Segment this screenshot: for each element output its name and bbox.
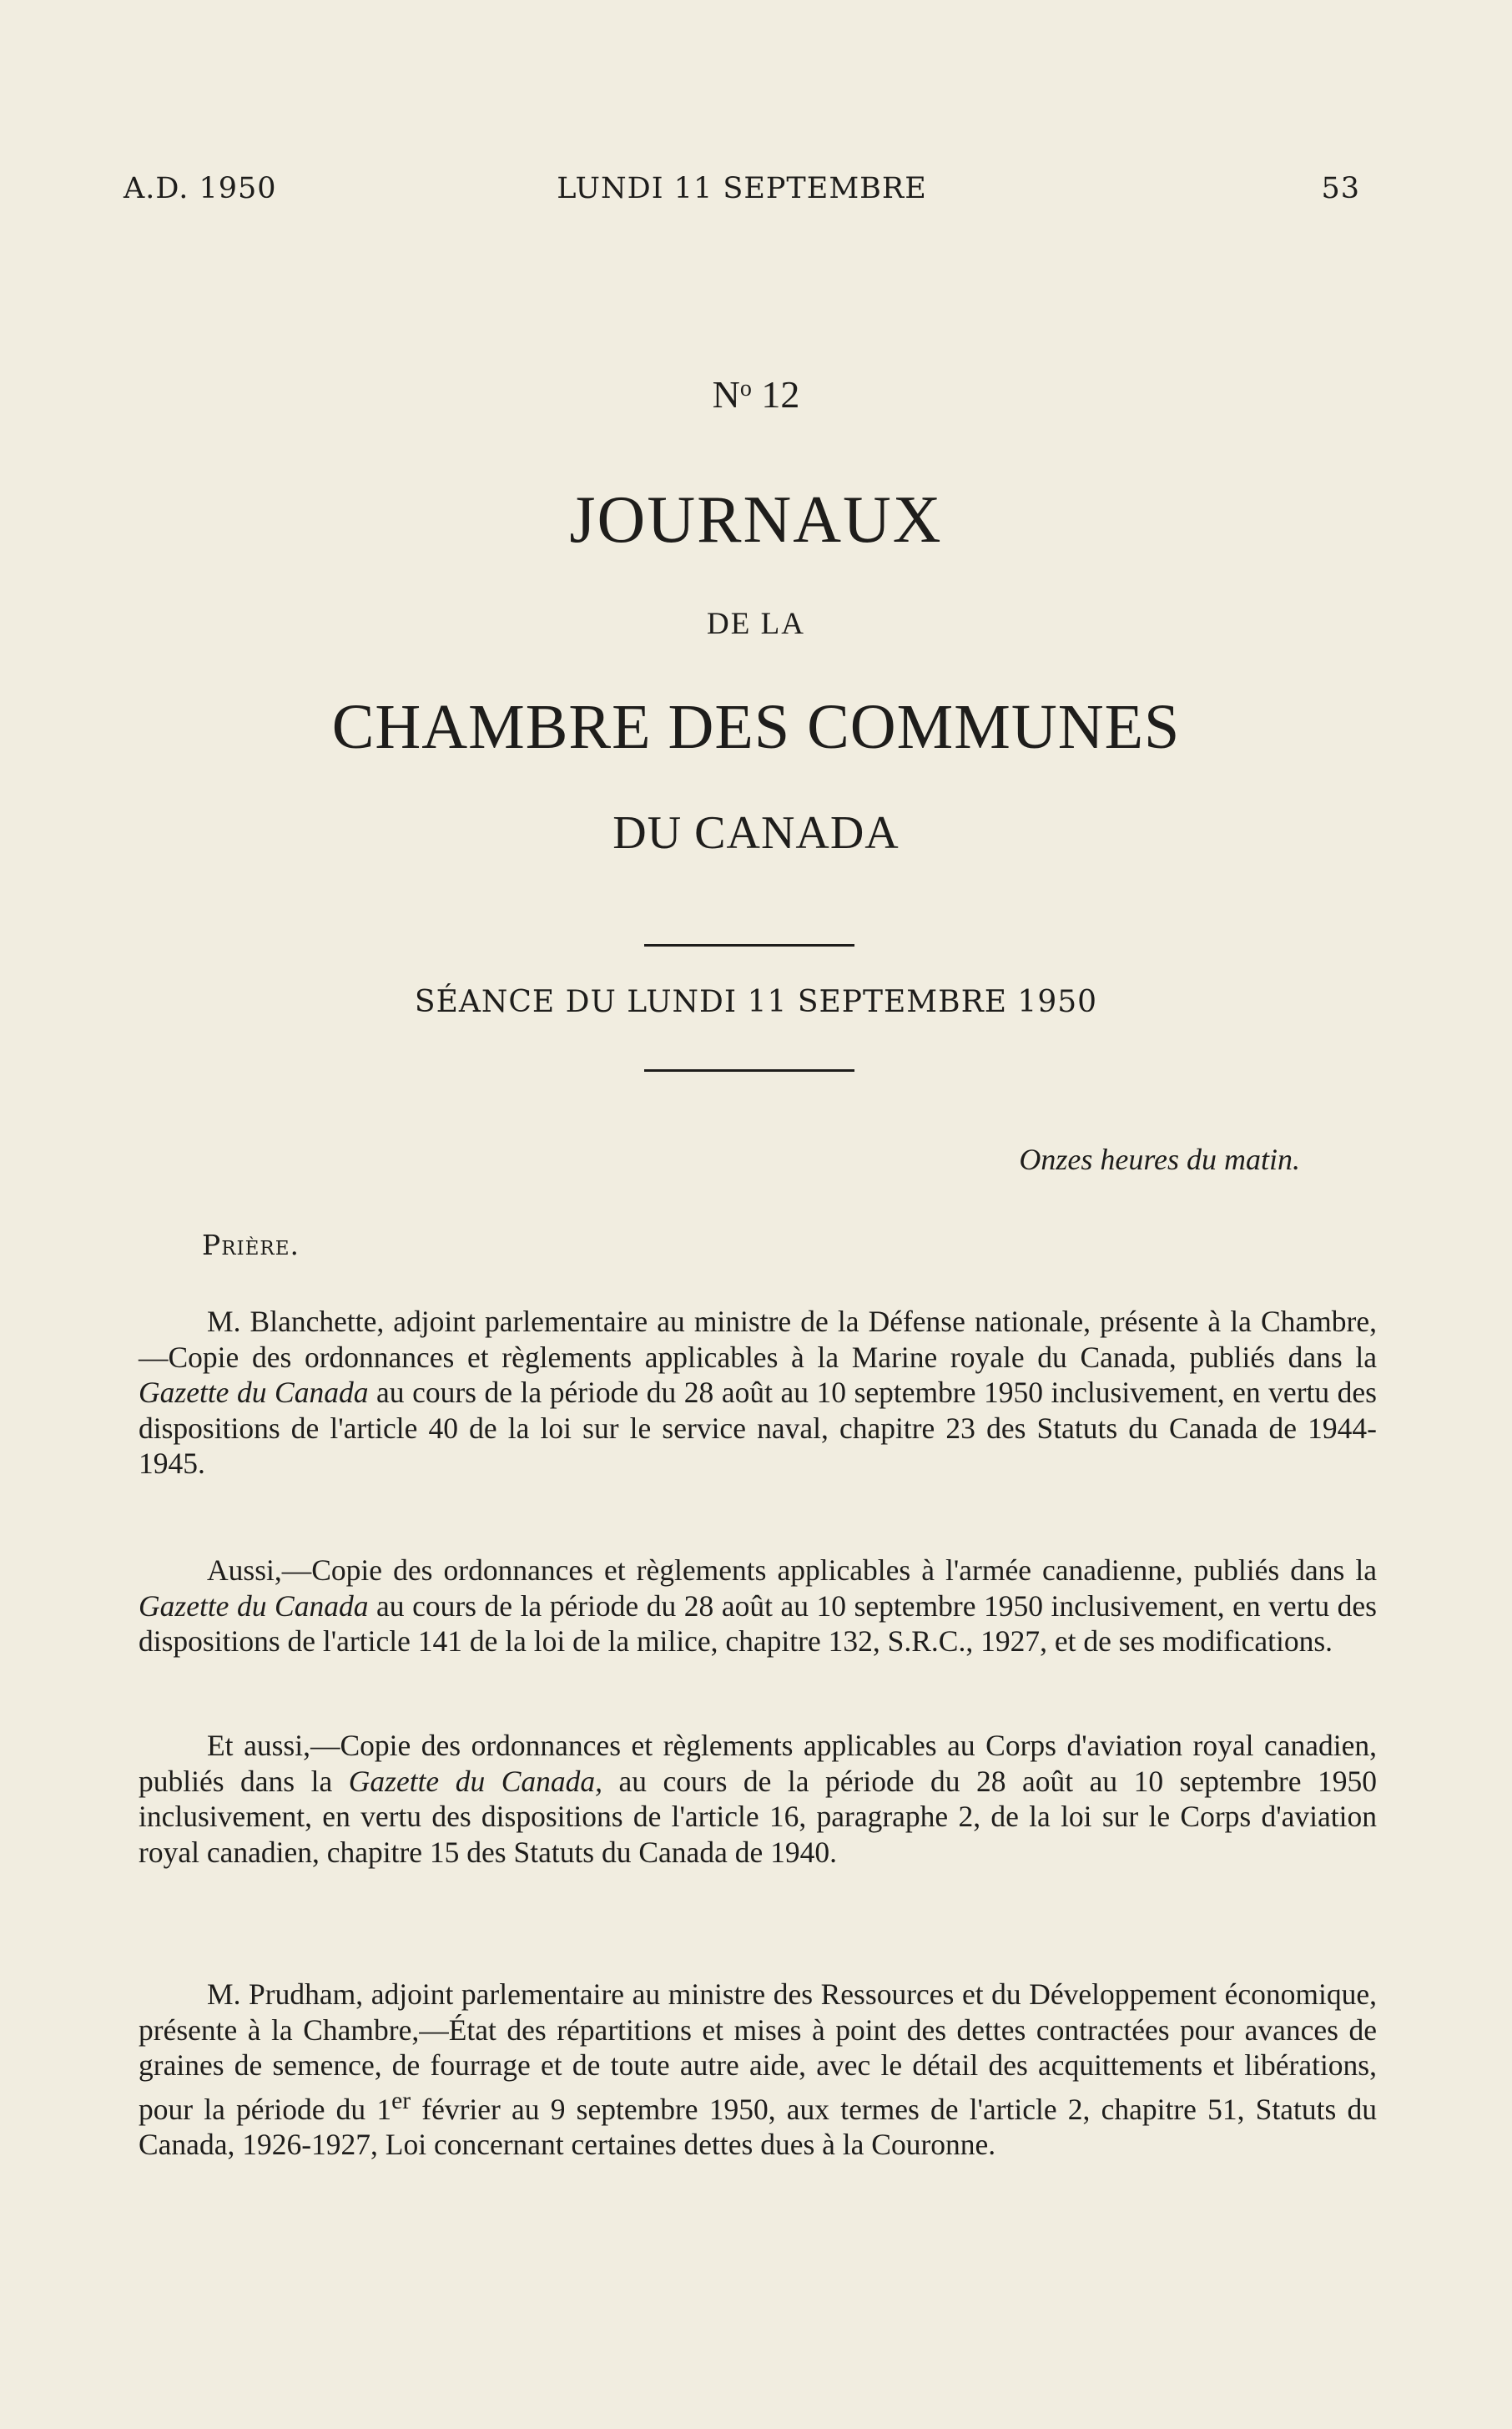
header-year: A.D. 1950 — [123, 172, 277, 205]
paragraph-text — [139, 1977, 1377, 2162]
chamber-title: CHAMBRE DES COMMUNES — [331, 692, 1181, 762]
header-date: LUNDI 11 SEPTEMBRE — [557, 172, 927, 205]
paragraph-text-after: au cours de la période du 28 août au 10 septembre 1950 inclusivement, en vertu des dispositions de l'article 141 de la loi de la milice, chapitre 132, S.R.C., 1927, et de ses modifications. — [139, 1588, 1377, 1658]
paragraph-prudham — [139, 1977, 1377, 2162]
paragraph-text-before: M. Prudham, adjoint parlementaire au ministre des Ressources et du Développement économique, présente à la Chambre,—État des répartitions et mises à point des dettes contractées pour avances de graines de semence, de fourrage et de toute autre aide, avec le détail des acquittements et libérations, pour la période du 1 — [139, 1977, 1377, 2126]
title-connector: DE LA — [707, 607, 805, 641]
session-heading: SÉANCE DU LUNDI 11 SEPTEMBRE 1950 — [414, 985, 1098, 1019]
paragraph-text-before: Aussi,—Copie des ordonnances et règlements applicables à l'armée canadienne, publiés dans la — [207, 1553, 1377, 1587]
paragraph-et-aussi — [139, 1728, 1377, 1870]
paragraph-text-after: au cours de la période du 28 août au 10 septembre 1950 inclusivement, en vertu des dispositions de l'article 16, paragraphe 2, de la loi sur le Corps d'aviation royal canadien, chapitre 15 des Statuts du Canada de 1940. — [139, 1764, 1377, 1869]
paragraph-aussi — [139, 1553, 1377, 1659]
paragraph-text — [139, 1553, 1377, 1659]
journal-title: JOURNAUX — [569, 483, 943, 557]
issue-number-value: 12 — [751, 373, 800, 416]
gazette-reference: Gazette du Canada — [139, 1588, 369, 1623]
paragraph-text-before: Et aussi,—Copie des ordonnances et règlements applicables au Corps d'aviation royal canadien, publiés dans la — [139, 1729, 1377, 1798]
issue-number — [0, 372, 1512, 417]
page-number: 53 — [1321, 172, 1360, 205]
divider-rule — [644, 1069, 854, 1072]
country-title: DU CANADA — [612, 807, 900, 859]
paragraph-text — [139, 1304, 1377, 1482]
divider-rule — [644, 944, 854, 947]
paragraph-text-after: au cours de la période du 28 août au 10 septembre 1950 inclusivement, en vertu des dispositions de l'article 40 de la loi sur le service naval, chapitre 23 des Statuts du Canada de 1944-1945. — [139, 1376, 1377, 1480]
gazette-reference: Gazette du Canada — [139, 1376, 369, 1409]
issue-number-prefix: N — [712, 373, 740, 416]
gazette-reference: Gazette du Canada, — [348, 1764, 602, 1798]
session-time: Onzes heures du matin. — [1019, 1143, 1300, 1176]
paragraph-text-after: février au 9 septembre 1950, aux termes de l'article 2, chapitre 51, Statuts du Canada, 1926-1927, Loi concernant certaines dettes dues à la Couronne. — [139, 2092, 1377, 2161]
paragraph-blanchette — [139, 1304, 1377, 1482]
paragraph-text — [139, 1728, 1377, 1870]
prayer-heading: Prière. — [202, 1229, 300, 1261]
running-header — [123, 172, 1360, 214]
paragraph-text-before: M. Blanchette, adjoint parlementaire au ministre de la Défense nationale, présente à la Chambre,—Copie des ordonnances et règlements applicables à la Marine royale du Canada, publiés dans la — [139, 1305, 1377, 1374]
issue-number-superscript: o — [739, 376, 752, 401]
ordinal-superscript: er — [391, 2087, 411, 2114]
